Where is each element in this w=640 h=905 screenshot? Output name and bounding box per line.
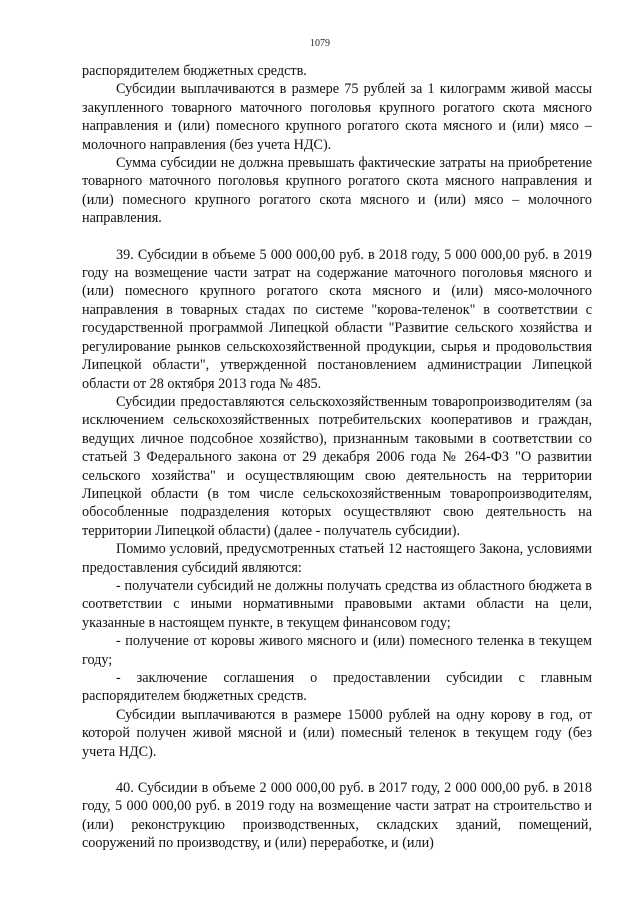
- section-gap: [82, 761, 592, 779]
- paragraph-subsidy-rate: Субсидии выплачиваются в размере 75 рублей за 1 килограмм живой массы закупленного товарного маточного поголовья крупного рогатого скота мясного направления и (или) помесного крупного рогатого скота мясного и (или) мясо – молочного направления (без учета НДС).: [82, 81, 592, 153]
- page-number: 1079: [310, 38, 330, 49]
- paragraph-item-39: 39. Субсидии в объеме 5 000 000,00 руб. в 2018 году, 5 000 000,00 руб. в 2019 году на возмещение части затрат на содержание маточного поголовья мясного и (или) помесного крупного рогатого скота мясного и (или) мясо-молочного направления в товарных стадах по системе "корова-теленок" в соответствии с государственной программой Липецкой области "Развитие сельского хозяйства и регулирование рынков сельскохозяйственной продукции, сырья и продовольствия Липецкой области", утвержденной постановлением администрации Липецкой области от 28 октября 2013 года № 485.: [82, 246, 592, 392]
- paragraph-subsidy-limit: Сумма субсидии не должна превышать фактические затраты на приобретение товарного маточного поголовья крупного рогатого скота мясного направления и (или) помесного крупного рогатого скота мясного и (или) мясо – молочного направления.: [82, 155, 592, 227]
- paragraph-conditions-intro: Помимо условий, предусмотренных статьей 12 настоящего Закона, условиями предоставления субсидий являются:: [82, 541, 592, 576]
- paragraph-item-40: 40. Субсидии в объеме 2 000 000,00 руб. в 2017 году, 2 000 000,00 руб. в 2018 году, 5 000 000,00 руб. в 2019 году на возмещение части затрат на строительство и (или) реконструкцию производственных, складских зданий, помещений, сооружений по производству, и (или) переработке, и (или): [82, 780, 592, 852]
- paragraph-continuation: распорядителем бюджетных средств.: [82, 63, 307, 79]
- document-body: [82, 62, 592, 853]
- paragraph-recipients: Субсидии предоставляются сельскохозяйственным товаропроизводителям (за исключением сельскохозяйственных потребительских кооперативов и граждан, ведущих личное подсобное хозяйство), признанным таковыми в соответствии со статьей 3 Федерального закона от 29 декабря 2006 года № 264-ФЗ "О развитии сельского хозяйства" и осуществляющим свою деятельность на территории Липецкой области (в том числе сельскохозяйственным товаропроизводителям, обособленные подразделения которых осуществляют свою деятельность на территории Липецкой области) (далее - получатель субсидии).: [82, 393, 592, 539]
- paragraph-payment-rate: Субсидии выплачиваются в размере 15000 рублей на одну корову в год, от которой получен живой мясной и (или) помесный теленок в текущем году (без учета НДС).: [82, 706, 592, 760]
- section-gap: [82, 228, 592, 246]
- paragraph-condition-1: - получатели субсидий не должны получать средства из областного бюджета в соответствии с иными нормативными правовыми актами области на цели, указанные в настоящем пункте, в текущем финансовом году;: [82, 577, 592, 631]
- paragraph-condition-3: - заключение соглашения о предоставлении субсидии с главным распорядителем бюджетных средств.: [82, 670, 592, 705]
- paragraph-condition-2: - получение от коровы живого мясного и (или) помесного теленка в текущем году;: [82, 633, 592, 668]
